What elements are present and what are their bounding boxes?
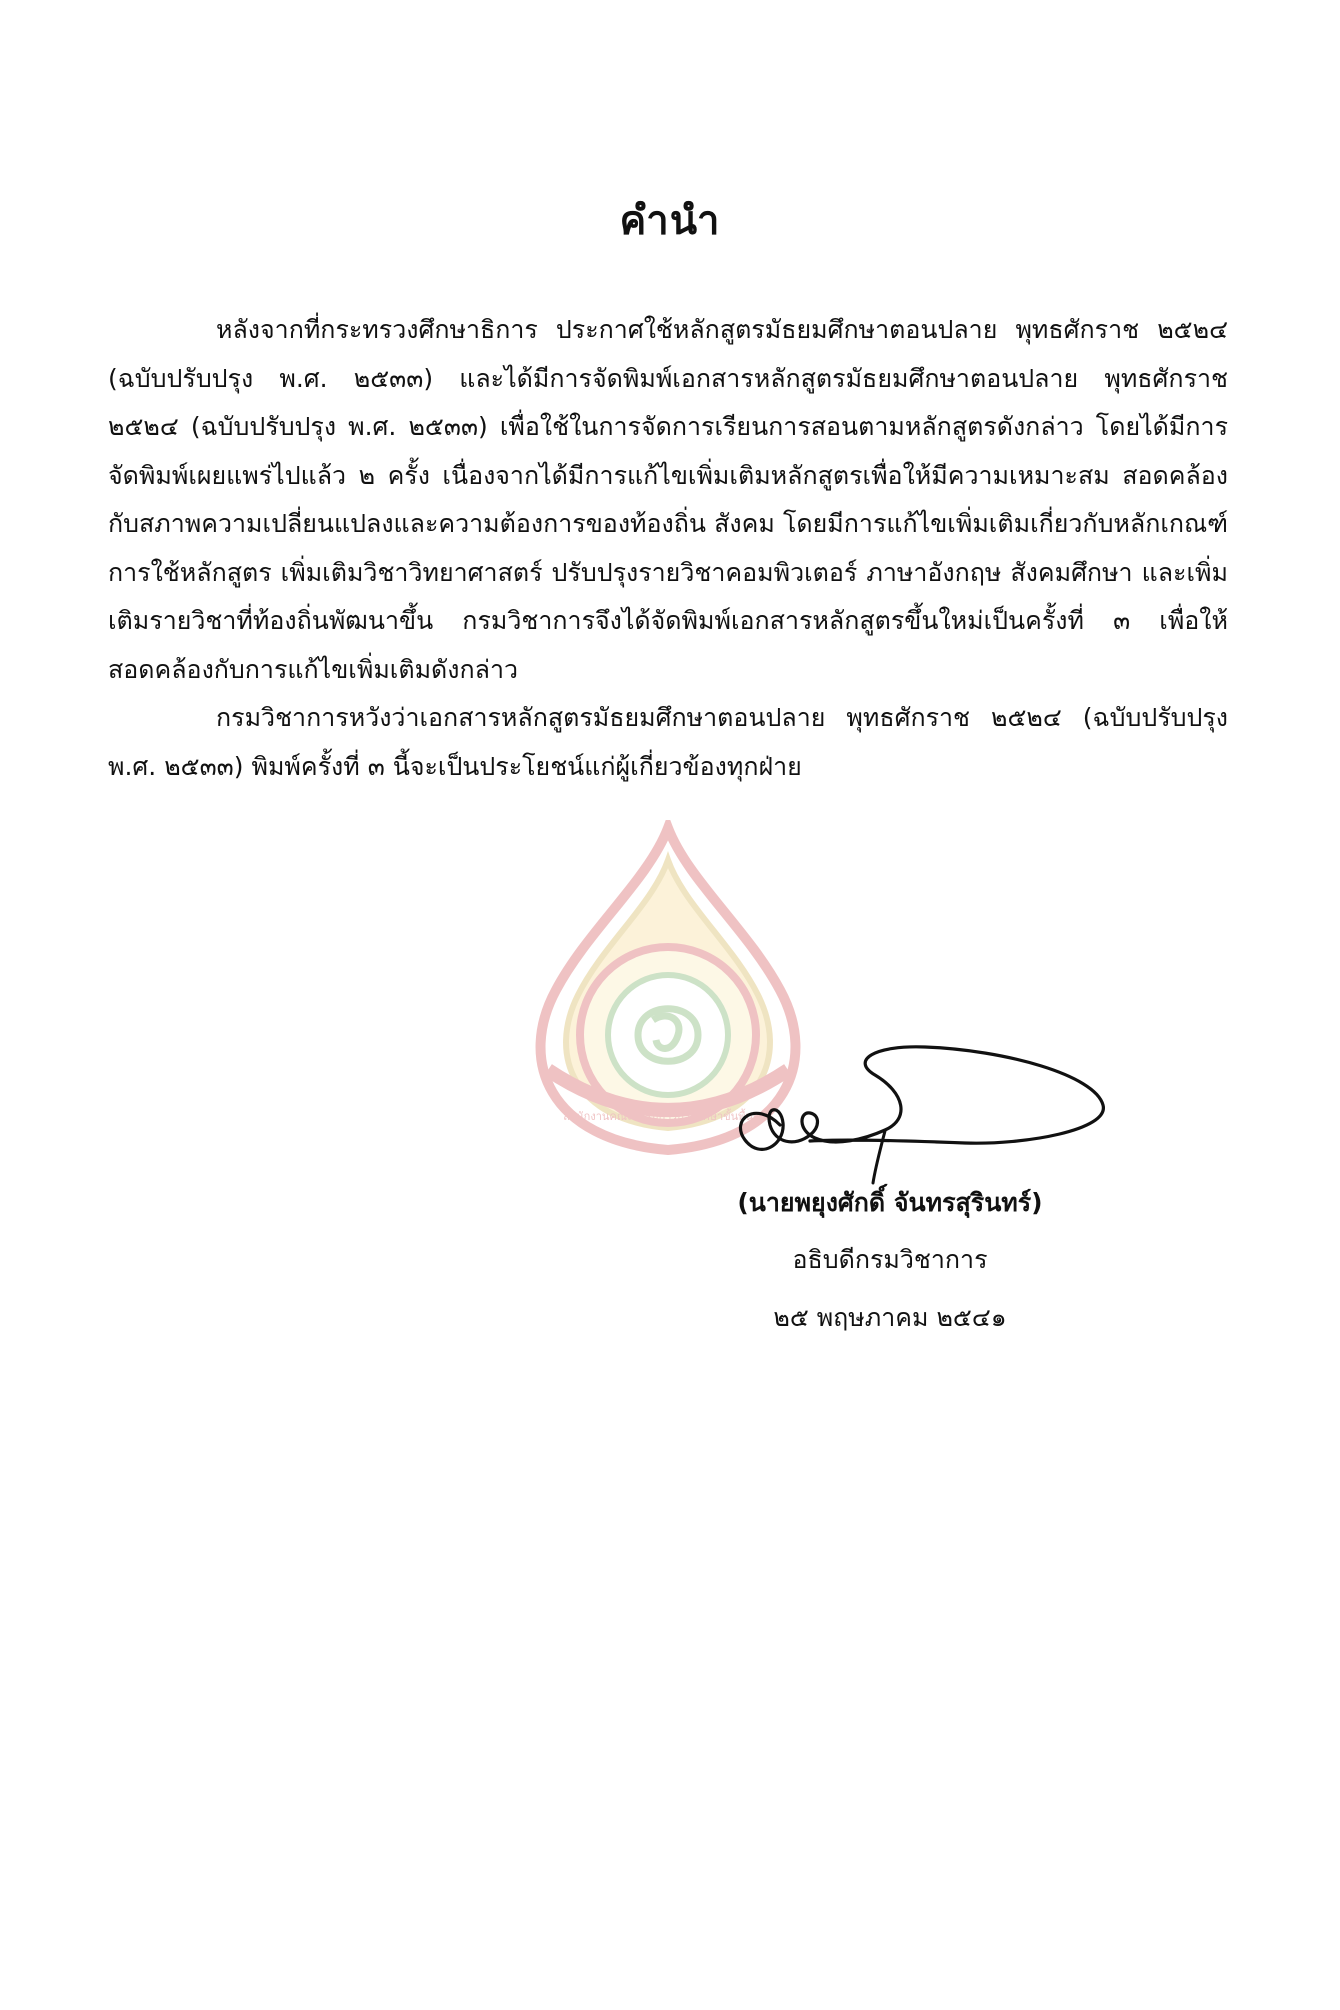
page-title: คำนำ xyxy=(619,198,721,244)
foreword-body xyxy=(108,306,1228,791)
signer-title: อธิบดีกรมวิชาการ xyxy=(792,1245,988,1274)
seal-text: สำนักงานคณะกรรมการการศึกษาขั้นพื้นฐาน xyxy=(563,1110,773,1123)
paragraph-2: กรมวิชาการหวังว่าเอกสารหลักสูตรมัธยมศึกษาตอนปลาย พุทธศักราช ๒๕๒๔ (ฉบับปรับปรุง พ.ศ. ๒๕๓๓) พิมพ์ครั้งที่ ๓ นี้จะเป็นประโยชน์แก่ผู้เกี่ยวข้องทุกฝ่าย xyxy=(108,703,1228,781)
signer-name: (นายพยุงศักดิ์ จันทรสุรินทร์) xyxy=(737,1188,1043,1217)
seal-core xyxy=(608,975,728,1095)
paragraph-1: หลังจากที่กระทรวงศึกษาธิการ ประกาศใช้หลักสูตรมัธยมศึกษาตอนปลาย พุทธศักราช ๒๕๒๔ (ฉบับปรับปรุง พ.ศ. ๒๕๓๓) และได้มีการจัดพิมพ์เอกสารหลักสูตรมัธยมศึกษาตอนปลาย พุทธศักราช ๒๕๒๔ (ฉบับปรับปรุง พ.ศ. ๒๕๓๓) เพื่อใช้ในการจัดการเรียนการสอนตามหลักสูตรดังกล่าว โดยได้มีการจัดพิมพ์เผยแพร่ไปแล้ว ๒ ครั้ง เนื่องจากได้มีการแก้ไขเพิ่มเติมหลักสูตรเพื่อให้มีความเหมาะสม สอดคล้องกับสภาพความเปลี่ยนแปลงและความต้องการของท้องถิ่น สังคม โดยมีการแก้ไขเพิ่มเติมเกี่ยวกับหลักเกณฑ์การใช้หลักสูตร เพิ่มเติมวิชาวิทยาศาสตร์ ปรับปรุงรายวิชาคอมพิวเตอร์ ภาษาอังกฤษ สังคมศึกษา และเพิ่มเติมรายวิชาที่ท้องถิ่นพัฒนาขึ้น กรมวิชาการจึงได้จัดพิมพ์เอกสารหลักสูตรขึ้นใหม่เป็นครั้งที่ ๓ เพื่อให้สอดคล้องกับการแก้ไขเพิ่มเติมดังกล่าว xyxy=(108,315,1228,684)
signed-date: ๒๕ พฤษภาคม ๒๕๔๑ xyxy=(773,1303,1007,1332)
handwritten-signature xyxy=(725,1035,1125,1185)
